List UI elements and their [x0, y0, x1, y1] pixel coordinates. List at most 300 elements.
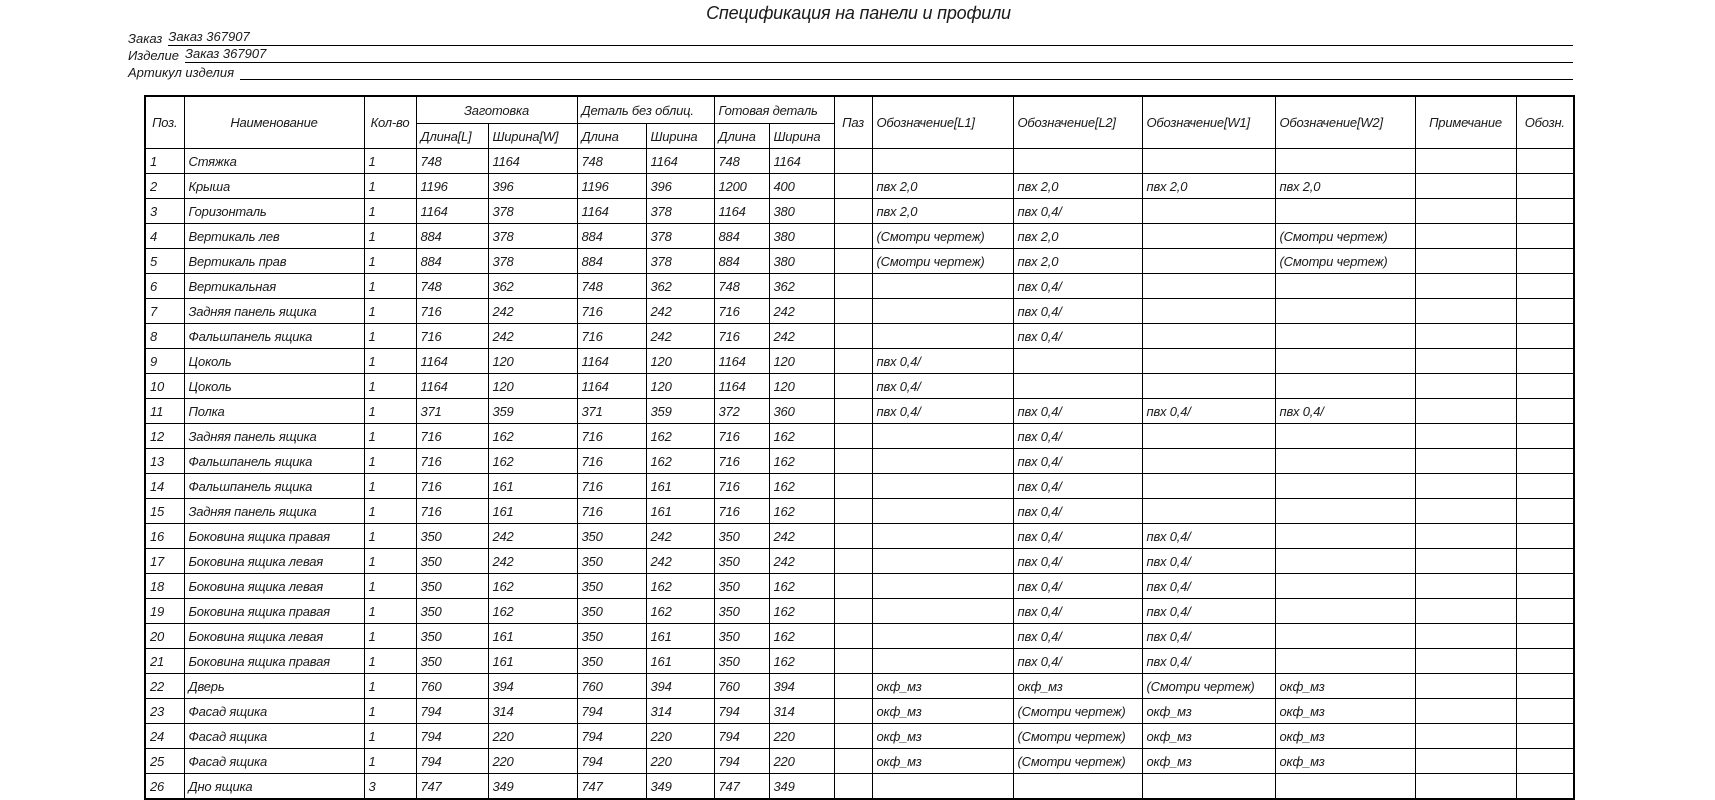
cell	[1275, 149, 1415, 174]
cell: 362	[488, 274, 577, 299]
cell	[834, 324, 872, 349]
cell	[872, 424, 1013, 449]
cell: 716	[577, 499, 646, 524]
cell: 1	[364, 724, 416, 749]
cell: 1	[364, 574, 416, 599]
table-row	[145, 474, 1574, 499]
col-header-qty: Кол-во	[364, 96, 416, 149]
cell	[1415, 374, 1516, 399]
cell: 350	[714, 624, 769, 649]
cell: пвх 0,4/	[1013, 624, 1142, 649]
cell	[1415, 299, 1516, 324]
cell: 716	[714, 299, 769, 324]
cell: 220	[769, 724, 834, 749]
cell: 350	[416, 524, 488, 549]
cell	[834, 249, 872, 274]
cell: 242	[488, 549, 577, 574]
cell: 162	[646, 574, 714, 599]
col-header-note: Примечание	[1415, 96, 1516, 149]
table-row	[145, 749, 1574, 774]
product-field-label: Изделие	[128, 48, 179, 63]
cell	[1142, 149, 1275, 174]
cell	[1415, 574, 1516, 599]
col-header-mark-l1: Обозначение[L1]	[872, 96, 1013, 149]
cell: 16	[145, 524, 184, 549]
cell	[834, 599, 872, 624]
cell: 1	[364, 324, 416, 349]
cell: Задняя панель ящика	[184, 499, 364, 524]
cell	[1013, 774, 1142, 800]
cell: 242	[646, 549, 714, 574]
cell: 350	[577, 624, 646, 649]
cell: 748	[714, 274, 769, 299]
cell: 716	[416, 474, 488, 499]
cell	[1415, 749, 1516, 774]
cell: 350	[416, 549, 488, 574]
cell	[872, 649, 1013, 674]
cell: Боковина ящика левая	[184, 574, 364, 599]
cell: 161	[646, 624, 714, 649]
cell: 18	[145, 574, 184, 599]
col-header-fin-length: Длина	[714, 124, 769, 149]
cell: 1164	[646, 149, 714, 174]
cell: 162	[769, 599, 834, 624]
cell: 242	[769, 299, 834, 324]
cell	[1516, 499, 1574, 524]
cell: окф_мз	[1142, 749, 1275, 774]
cell: пвх 0,4/	[1142, 624, 1275, 649]
table-row	[145, 549, 1574, 574]
cell: 1	[364, 674, 416, 699]
cell: 884	[577, 249, 646, 274]
table-row	[145, 499, 1574, 524]
product-field-value: Заказ 367907	[185, 46, 1573, 63]
table-row	[145, 174, 1574, 199]
cell	[1275, 199, 1415, 224]
cell: окф_мз	[1013, 674, 1142, 699]
cell: пвх 2,0	[1013, 174, 1142, 199]
cell: Горизонталь	[184, 199, 364, 224]
cell: окф_мз	[1275, 674, 1415, 699]
cell: 884	[714, 249, 769, 274]
cell: 1	[364, 199, 416, 224]
cell: 1	[364, 449, 416, 474]
cell: окф_мз	[1142, 699, 1275, 724]
cell: 378	[646, 224, 714, 249]
cell	[1415, 324, 1516, 349]
col-header-fin-width: Ширина	[769, 124, 834, 149]
table-row	[145, 324, 1574, 349]
cell: 716	[577, 474, 646, 499]
cell: 22	[145, 674, 184, 699]
cell: 13	[145, 449, 184, 474]
cell	[1415, 474, 1516, 499]
cell: Крыша	[184, 174, 364, 199]
cell	[1142, 774, 1275, 800]
cell: 2	[145, 174, 184, 199]
cell: 748	[577, 274, 646, 299]
cell	[872, 599, 1013, 624]
cell: 4	[145, 224, 184, 249]
cell: 1164	[488, 149, 577, 174]
cell: пвх 0,4/	[1013, 424, 1142, 449]
cell: 15	[145, 499, 184, 524]
cell: 1200	[714, 174, 769, 199]
cell: пвх 0,4/	[1275, 399, 1415, 424]
cell: 3	[145, 199, 184, 224]
cell	[1013, 374, 1142, 399]
cell: пвх 0,4/	[1142, 549, 1275, 574]
spec-table-body	[145, 149, 1574, 800]
cell: (Смотри чертеж)	[1013, 699, 1142, 724]
table-row	[145, 699, 1574, 724]
cell	[1516, 449, 1574, 474]
cell	[834, 774, 872, 800]
cell: 747	[714, 774, 769, 800]
table-row	[145, 224, 1574, 249]
cell: 396	[488, 174, 577, 199]
cell: 378	[646, 249, 714, 274]
cell: 350	[577, 574, 646, 599]
cell: 120	[769, 349, 834, 374]
cell	[834, 549, 872, 574]
cell: пвх 0,4/	[1142, 399, 1275, 424]
cell	[1275, 324, 1415, 349]
cell: 1	[364, 249, 416, 274]
cell	[1516, 224, 1574, 249]
cell: 394	[769, 674, 834, 699]
cell: 350	[577, 549, 646, 574]
cell: 220	[646, 749, 714, 774]
cell	[1415, 524, 1516, 549]
cell: 162	[769, 499, 834, 524]
cell: пвх 2,0	[1142, 174, 1275, 199]
cell: 314	[769, 699, 834, 724]
cell	[1275, 274, 1415, 299]
cell: 716	[577, 449, 646, 474]
cell	[872, 774, 1013, 800]
table-row	[145, 774, 1574, 800]
cell: 747	[416, 774, 488, 800]
cell: 1	[364, 149, 416, 174]
cell: окф_мз	[872, 674, 1013, 699]
cell: 7	[145, 299, 184, 324]
cell: пвх 0,4/	[1013, 499, 1142, 524]
cell: 350	[714, 574, 769, 599]
cell: (Смотри чертеж)	[1142, 674, 1275, 699]
cell: 716	[416, 324, 488, 349]
cell	[1275, 549, 1415, 574]
cell	[1415, 449, 1516, 474]
cell: 350	[714, 599, 769, 624]
table-row	[145, 274, 1574, 299]
order-header	[128, 29, 1573, 80]
cell	[834, 224, 872, 249]
cell	[1275, 499, 1415, 524]
cell: 716	[416, 424, 488, 449]
cell	[834, 574, 872, 599]
cell	[1516, 299, 1574, 324]
cell: 120	[488, 349, 577, 374]
cell: 1	[364, 374, 416, 399]
cell: окф_мз	[1275, 699, 1415, 724]
cell	[834, 474, 872, 499]
cell: 350	[416, 599, 488, 624]
cell: 349	[769, 774, 834, 800]
cell: 794	[416, 699, 488, 724]
cell: пвх 0,4/	[1013, 274, 1142, 299]
cell: 161	[488, 649, 577, 674]
cell: окф_мз	[1275, 749, 1415, 774]
product-field	[128, 46, 1573, 63]
cell: 162	[646, 599, 714, 624]
cell	[834, 274, 872, 299]
cell: 1164	[416, 374, 488, 399]
cell: 349	[646, 774, 714, 800]
cell: 380	[769, 199, 834, 224]
cell	[1275, 649, 1415, 674]
cell	[1275, 424, 1415, 449]
cell: пвх 0,4/	[1013, 399, 1142, 424]
col-header-det-length: Длина	[577, 124, 646, 149]
cell: 24	[145, 724, 184, 749]
cell: 242	[769, 524, 834, 549]
cell	[1142, 249, 1275, 274]
cell: пвх 0,4/	[1013, 299, 1142, 324]
cell	[1415, 424, 1516, 449]
cell	[1415, 549, 1516, 574]
cell	[834, 399, 872, 424]
cell	[834, 299, 872, 324]
cell: 794	[577, 699, 646, 724]
cell	[1415, 724, 1516, 749]
cell: 1	[364, 224, 416, 249]
cell: 220	[488, 724, 577, 749]
cell	[834, 499, 872, 524]
cell	[1415, 149, 1516, 174]
cell: 25	[145, 749, 184, 774]
cell: 162	[769, 449, 834, 474]
cell: пвх 0,4/	[1013, 599, 1142, 624]
cell: 162	[769, 574, 834, 599]
cell: 794	[714, 749, 769, 774]
cell	[834, 149, 872, 174]
cell: 748	[416, 274, 488, 299]
cell: пвх 0,4/	[1142, 524, 1275, 549]
cell: 12	[145, 424, 184, 449]
cell	[1415, 274, 1516, 299]
cell: 1	[364, 524, 416, 549]
cell: 120	[769, 374, 834, 399]
cell: 360	[769, 399, 834, 424]
cell: 394	[488, 674, 577, 699]
cell	[1142, 499, 1275, 524]
cell	[834, 749, 872, 774]
cell: 760	[714, 674, 769, 699]
spec-table-header	[145, 96, 1574, 149]
cell: 161	[488, 499, 577, 524]
cell: 242	[769, 324, 834, 349]
table-row	[145, 349, 1574, 374]
cell	[1516, 599, 1574, 624]
cell: пвх 2,0	[1275, 174, 1415, 199]
cell: 1196	[416, 174, 488, 199]
cell	[834, 624, 872, 649]
cell: 747	[577, 774, 646, 800]
cell	[1516, 399, 1574, 424]
cell: 1	[364, 399, 416, 424]
cell: 378	[646, 199, 714, 224]
article-field-value	[240, 63, 1573, 80]
cell: 884	[416, 224, 488, 249]
cell: 314	[646, 699, 714, 724]
cell: 378	[488, 224, 577, 249]
cell	[1142, 299, 1275, 324]
cell	[1415, 774, 1516, 800]
cell	[1275, 574, 1415, 599]
table-row	[145, 199, 1574, 224]
cell	[1516, 474, 1574, 499]
cell: Вертикаль лев	[184, 224, 364, 249]
cell: 362	[769, 274, 834, 299]
cell	[1415, 249, 1516, 274]
cell	[1275, 599, 1415, 624]
cell: 350	[416, 574, 488, 599]
cell: 716	[714, 499, 769, 524]
cell: 396	[646, 174, 714, 199]
cell	[1142, 199, 1275, 224]
cell: 162	[488, 424, 577, 449]
cell: Боковина ящика правая	[184, 649, 364, 674]
cell: пвх 0,4/	[872, 399, 1013, 424]
cell: 716	[714, 324, 769, 349]
cell: 760	[416, 674, 488, 699]
cell: (Смотри чертеж)	[872, 224, 1013, 249]
cell	[872, 549, 1013, 574]
cell: 161	[646, 499, 714, 524]
cell: 359	[488, 399, 577, 424]
cell	[1516, 424, 1574, 449]
cell: 350	[416, 649, 488, 674]
cell: 884	[416, 249, 488, 274]
cell: 794	[577, 749, 646, 774]
cell: 794	[577, 724, 646, 749]
cell: 350	[714, 549, 769, 574]
cell: окф_мз	[1142, 724, 1275, 749]
cell: 1	[364, 349, 416, 374]
cell: 120	[646, 349, 714, 374]
cell: 162	[769, 474, 834, 499]
cell: 1	[364, 649, 416, 674]
cell: 748	[416, 149, 488, 174]
cell: окф_мз	[872, 724, 1013, 749]
cell: 884	[577, 224, 646, 249]
cell: пвх 2,0	[872, 199, 1013, 224]
cell: 378	[488, 249, 577, 274]
cell: 748	[577, 149, 646, 174]
cell	[834, 649, 872, 674]
cell: 350	[416, 624, 488, 649]
cell: 314	[488, 699, 577, 724]
cell	[1275, 774, 1415, 800]
cell	[1415, 349, 1516, 374]
cell: пвх 2,0	[1013, 224, 1142, 249]
col-header-mark-w1: Обозначение[W1]	[1142, 96, 1275, 149]
group-header-finished-detail: Готовая деталь	[714, 96, 834, 124]
cell	[1516, 699, 1574, 724]
cell: 21	[145, 649, 184, 674]
cell: пвх 0,4/	[872, 349, 1013, 374]
table-row	[145, 149, 1574, 174]
cell: Дверь	[184, 674, 364, 699]
cell: пвх 2,0	[872, 174, 1013, 199]
table-row	[145, 374, 1574, 399]
cell	[1516, 324, 1574, 349]
cell	[1415, 499, 1516, 524]
cell: 716	[416, 299, 488, 324]
cell: Боковина ящика правая	[184, 524, 364, 549]
table-row	[145, 674, 1574, 699]
cell: Фальшпанель ящика	[184, 474, 364, 499]
cell	[834, 424, 872, 449]
cell	[1415, 649, 1516, 674]
cell: 11	[145, 399, 184, 424]
cell: пвх 0,4/	[1013, 474, 1142, 499]
spec-table	[144, 95, 1575, 800]
cell: 362	[646, 274, 714, 299]
cell	[1142, 474, 1275, 499]
cell: 716	[714, 424, 769, 449]
cell: 26	[145, 774, 184, 800]
cell: Боковина ящика левая	[184, 624, 364, 649]
cell	[1516, 574, 1574, 599]
cell: пвх 2,0	[1013, 249, 1142, 274]
cell: 17	[145, 549, 184, 574]
cell	[1013, 149, 1142, 174]
cell: Полка	[184, 399, 364, 424]
cell: 716	[577, 424, 646, 449]
cell	[1415, 674, 1516, 699]
cell	[1275, 349, 1415, 374]
cell: 371	[577, 399, 646, 424]
cell: Вертикаль прав	[184, 249, 364, 274]
cell	[872, 449, 1013, 474]
cell	[1415, 224, 1516, 249]
cell: 162	[488, 599, 577, 624]
table-row	[145, 524, 1574, 549]
cell: Цоколь	[184, 349, 364, 374]
cell	[1516, 524, 1574, 549]
cell: 242	[646, 324, 714, 349]
article-field	[128, 63, 1573, 80]
cell	[834, 349, 872, 374]
cell: 1	[364, 174, 416, 199]
col-header-zag-length: Длина[L]	[416, 124, 488, 149]
cell	[872, 474, 1013, 499]
cell	[1142, 424, 1275, 449]
cell: 242	[769, 549, 834, 574]
cell	[872, 274, 1013, 299]
cell	[834, 524, 872, 549]
cell	[1142, 274, 1275, 299]
cell	[1275, 524, 1415, 549]
cell: окф_мз	[1275, 724, 1415, 749]
cell: 242	[646, 524, 714, 549]
cell	[1275, 374, 1415, 399]
cell: 242	[488, 299, 577, 324]
cell	[1415, 624, 1516, 649]
cell: пвх 0,4/	[1013, 199, 1142, 224]
